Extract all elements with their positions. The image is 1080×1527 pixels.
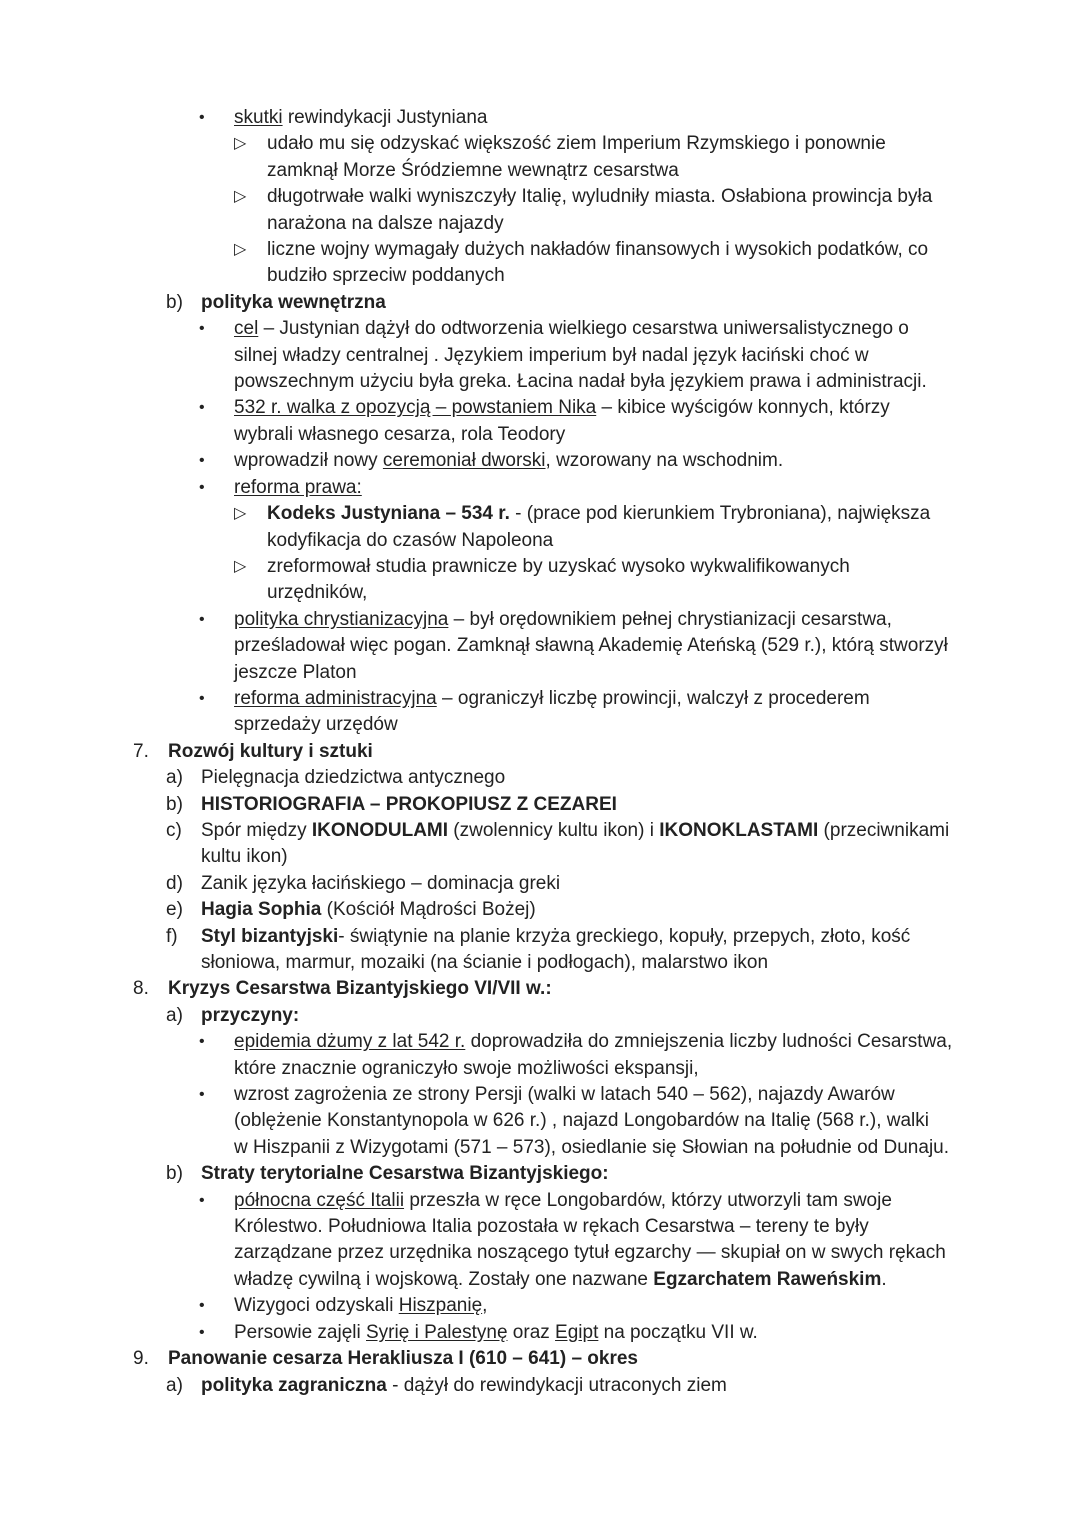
text-line xyxy=(0,1029,1080,1055)
text-line xyxy=(0,343,1080,369)
underlined-text: Egipt xyxy=(555,1321,599,1343)
text-line xyxy=(0,237,1080,263)
text-segment: Persowie zajęli xyxy=(234,1321,366,1343)
bold-text: polityka zagraniczna xyxy=(201,1374,387,1396)
text-segment: zreformował studia prawnicze by uzyskać wysoko wykwalifikowanych xyxy=(267,555,850,577)
text-line xyxy=(0,1293,1080,1319)
text-segment: wprowadził nowy xyxy=(234,450,383,472)
bold-text: przyczyny: xyxy=(201,1004,300,1026)
triangle-bullet-icon: ▷ xyxy=(234,241,247,259)
text-line xyxy=(0,395,1080,421)
document-page xyxy=(0,105,1080,1399)
list-number: 7. xyxy=(133,740,149,762)
text-segment: w Hiszpanii z Wizygotami (571 – 573), osiedlanie się Słowian na południe od Dunaju. xyxy=(234,1136,950,1158)
text-line xyxy=(0,131,1080,157)
bullet-icon: • xyxy=(199,610,205,628)
bullet-icon: • xyxy=(199,1297,205,1315)
bullet-icon: • xyxy=(199,689,205,707)
text-line xyxy=(0,950,1080,976)
text-segment: Królestwo. Południowa Italia pozostała w rękach Cesarstwa – tereny te były xyxy=(234,1216,869,1238)
text-line xyxy=(0,686,1080,712)
text-segment: zamknął Morze Śródziemne wewnątrz cesarstwa xyxy=(267,159,679,181)
underlined-text: reforma prawa: xyxy=(234,476,362,498)
text-line xyxy=(0,660,1080,686)
text-line xyxy=(0,607,1080,633)
text-line xyxy=(0,290,1080,316)
text-segment: Wizygoci odzyskali xyxy=(234,1295,399,1317)
text-segment: (przeciwnikami xyxy=(818,819,950,841)
text-segment: Spór między xyxy=(201,819,312,841)
bold-text: polityka wewnętrzna xyxy=(201,291,386,313)
text-segment: jeszcze Platon xyxy=(234,661,357,683)
bold-text: Styl bizantyjski xyxy=(201,925,339,947)
list-letter: e) xyxy=(166,899,183,921)
text-segment: władzę cywilną i wojskową. Zostały one nazwane xyxy=(234,1268,654,1290)
text-segment: kultu ikon) xyxy=(201,846,288,868)
list-number: 9. xyxy=(133,1348,149,1370)
text-segment: sprzedaży urzędów xyxy=(234,714,398,736)
text-line xyxy=(0,158,1080,184)
list-letter: f) xyxy=(166,925,178,947)
bold-text: IKONOKLASTAMI xyxy=(659,819,819,841)
text-segment: . xyxy=(881,1268,887,1290)
text-line xyxy=(0,1373,1080,1399)
text-line xyxy=(0,184,1080,210)
text-segment: budziło sprzeciw poddanych xyxy=(267,265,505,287)
text-segment: przeszła w ręce Longobardów, którzy utworzyli tam swoje xyxy=(404,1189,892,1211)
text-line xyxy=(0,844,1080,870)
text-line xyxy=(0,871,1080,897)
text-segment: rewindykacji Justyniana xyxy=(282,107,488,128)
text-segment: słoniowa, marmur, mozaiki (na ścianie i podłogach), malarstwo ikon xyxy=(201,952,769,973)
triangle-bullet-icon: ▷ xyxy=(234,188,247,206)
text-segment: Pielęgnacja dziedzictwa antycznego xyxy=(201,767,506,789)
text-line xyxy=(0,105,1080,131)
text-segment: urzędników, xyxy=(267,582,368,604)
text-segment: doprowadziła do zmniejszenia liczby ludności Cesarstwa, xyxy=(465,1031,953,1053)
bullet-icon: • xyxy=(199,1033,205,1051)
text-segment: – ograniczył liczbę prowincji, walczył z procederem xyxy=(436,687,870,709)
text-line xyxy=(0,580,1080,606)
text-segment: , xyxy=(482,1295,488,1317)
bold-text: Straty terytorialne Cesarstwa Bizantyjskiego: xyxy=(201,1163,609,1185)
text-segment: - świątynie na planie krzyża greckiego, kopuły, przepych, złoto, kość xyxy=(338,925,911,947)
text-segment: - dążył do rewindykacji utraconych ziem xyxy=(386,1374,727,1396)
text-segment: wybrali własnego cesarza, rola Teodory xyxy=(234,423,566,445)
underlined-text: Syrię i Palestynę xyxy=(366,1321,508,1343)
text-line xyxy=(0,924,1080,950)
text-segment: (Kościół Mądrości Bożej) xyxy=(321,899,536,921)
underlined-text: reforma administracyjna xyxy=(234,687,437,709)
text-line xyxy=(0,897,1080,923)
text-line xyxy=(0,633,1080,659)
triangle-bullet-icon: ▷ xyxy=(234,505,247,523)
text-line xyxy=(0,765,1080,791)
text-line xyxy=(0,1082,1080,1108)
text-line xyxy=(0,448,1080,474)
text-segment: liczne wojny wymagały dużych nakładów finansowych i wysokich podatków, co xyxy=(267,239,929,261)
list-letter: b) xyxy=(166,793,183,815)
text-segment: Zanik języka łacińskiego – dominacja greki xyxy=(201,872,561,894)
list-letter: a) xyxy=(166,1374,183,1396)
text-segment: prześladował więc pogan. Zamknął sławną Akademię Ateńską (529 r.), którą stworzył xyxy=(234,635,948,657)
bullet-icon: • xyxy=(199,1086,205,1104)
text-segment: – był orędownikiem pełnej chrystianizacji cesarstwa, xyxy=(448,608,892,630)
text-line xyxy=(0,1108,1080,1134)
bold-text: Hagia Sophia xyxy=(201,899,322,921)
bold-text: Kryzys Cesarstwa Bizantyjskiego VI/VII w.: xyxy=(168,978,552,1000)
underlined-text: ceremoniał dworski xyxy=(382,450,546,472)
text-segment: oraz xyxy=(507,1321,556,1343)
text-segment: (oblężenie Konstantynopola w 626 r.) , najazd Longobardów na Italię (568 r.), walki xyxy=(234,1110,929,1132)
text-segment: , wzorowany na wschodnim. xyxy=(545,450,784,472)
bold-text: Egzarchatem Raweńskim xyxy=(653,1268,882,1290)
text-line xyxy=(0,792,1080,818)
bullet-icon: • xyxy=(199,452,205,470)
text-line xyxy=(0,1161,1080,1187)
text-line xyxy=(0,554,1080,580)
text-line xyxy=(0,1214,1080,1240)
bullet-icon: • xyxy=(199,1191,205,1209)
triangle-bullet-icon: ▷ xyxy=(234,135,247,153)
underlined-text: epidemia dżumy z lat 542 r. xyxy=(234,1031,466,1053)
text-segment: zarządzane przez urzędnika noszącego tytuł egzarchy — skupiał on w swych rękach xyxy=(234,1242,946,1264)
underlined-text: 532 r. walka z opozycją – powstaniem Nika xyxy=(234,397,597,419)
text-segment: narażona na dalsze najazdy xyxy=(267,212,504,234)
bullet-icon: • xyxy=(199,399,205,417)
triangle-bullet-icon: ▷ xyxy=(234,557,247,575)
list-number: 8. xyxy=(133,978,149,1000)
text-line xyxy=(0,475,1080,501)
text-line xyxy=(0,1003,1080,1029)
underlined-text: północna część Italii xyxy=(234,1189,405,1211)
text-segment: kodyfikacja do czasów Napoleona xyxy=(267,529,554,551)
underlined-text: Hiszpanię xyxy=(398,1295,483,1317)
text-segment: na początku VII w. xyxy=(598,1321,758,1343)
underlined-text: polityka chrystianizacyjna xyxy=(234,608,449,630)
text-line xyxy=(0,1267,1080,1293)
text-line xyxy=(0,712,1080,738)
text-line xyxy=(0,976,1080,1002)
text-segment: - (prace pod kierunkiem Trybroniana), największa xyxy=(509,503,931,525)
text-line xyxy=(0,501,1080,527)
underlined-text: skutki xyxy=(234,107,283,128)
text-line xyxy=(0,1346,1080,1372)
list-letter: b) xyxy=(166,291,183,313)
list-letter: c) xyxy=(166,819,182,841)
text-line xyxy=(0,1135,1080,1161)
text-segment: – Justynian dążył do odtworzenia wielkiego cesarstwa uniwersalistycznego o xyxy=(258,318,909,340)
list-letter: d) xyxy=(166,872,183,894)
text-line xyxy=(0,1056,1080,1082)
bold-text: Panowanie cesarza Herakliusza I (610 – 641) – okres xyxy=(168,1348,638,1370)
text-line xyxy=(0,528,1080,554)
text-segment: silnej władzy centralnej . Językiem imperium był nadal język łaciński choć w xyxy=(234,344,869,366)
bullet-icon: • xyxy=(199,478,205,496)
bold-text: HISTORIOGRAFIA – PROKOPIUSZ Z CEZAREI xyxy=(201,793,617,815)
list-letter: a) xyxy=(166,767,183,789)
text-line xyxy=(0,211,1080,237)
text-line xyxy=(0,1240,1080,1266)
bullet-icon: • xyxy=(199,109,205,126)
text-line xyxy=(0,422,1080,448)
bold-text: IKONODULAMI xyxy=(311,819,449,841)
list-letter: a) xyxy=(166,1004,183,1026)
text-line xyxy=(0,739,1080,765)
text-segment: które znacznie ograniczyło swoje możliwości ekspansji, xyxy=(234,1057,699,1079)
text-line xyxy=(0,369,1080,395)
text-segment: wzrost zagrożenia ze strony Persji (walki w latach 540 – 562), najazdy Awarów xyxy=(234,1084,895,1106)
text-line xyxy=(0,316,1080,342)
text-line xyxy=(0,1188,1080,1214)
bold-text: Kodeks Justyniana – 534 r. xyxy=(267,503,510,525)
bullet-icon: • xyxy=(199,1323,205,1341)
bold-text: Rozwój kultury i sztuki xyxy=(168,740,373,762)
underlined-text: cel xyxy=(234,318,259,340)
text-line xyxy=(0,818,1080,844)
bullet-icon: • xyxy=(199,320,205,338)
list-letter: b) xyxy=(166,1163,183,1185)
text-segment: udało mu się odzyskać większość ziem Imperium Rzymskiego i ponownie xyxy=(267,133,886,155)
text-segment: długotrwałe walki wyniszczyły Italię, wyludniły miasta. Osłabiona prowincja była xyxy=(267,186,933,208)
text-segment: (zwolennicy kultu ikon) i xyxy=(448,819,660,841)
text-segment: powszechnym użyciu była greka. Łacina nadał była językiem prawa i administracji. xyxy=(234,371,927,393)
text-line xyxy=(0,263,1080,289)
text-segment: – kibice wyścigów konnych, którzy xyxy=(596,397,890,419)
text-line xyxy=(0,1320,1080,1346)
